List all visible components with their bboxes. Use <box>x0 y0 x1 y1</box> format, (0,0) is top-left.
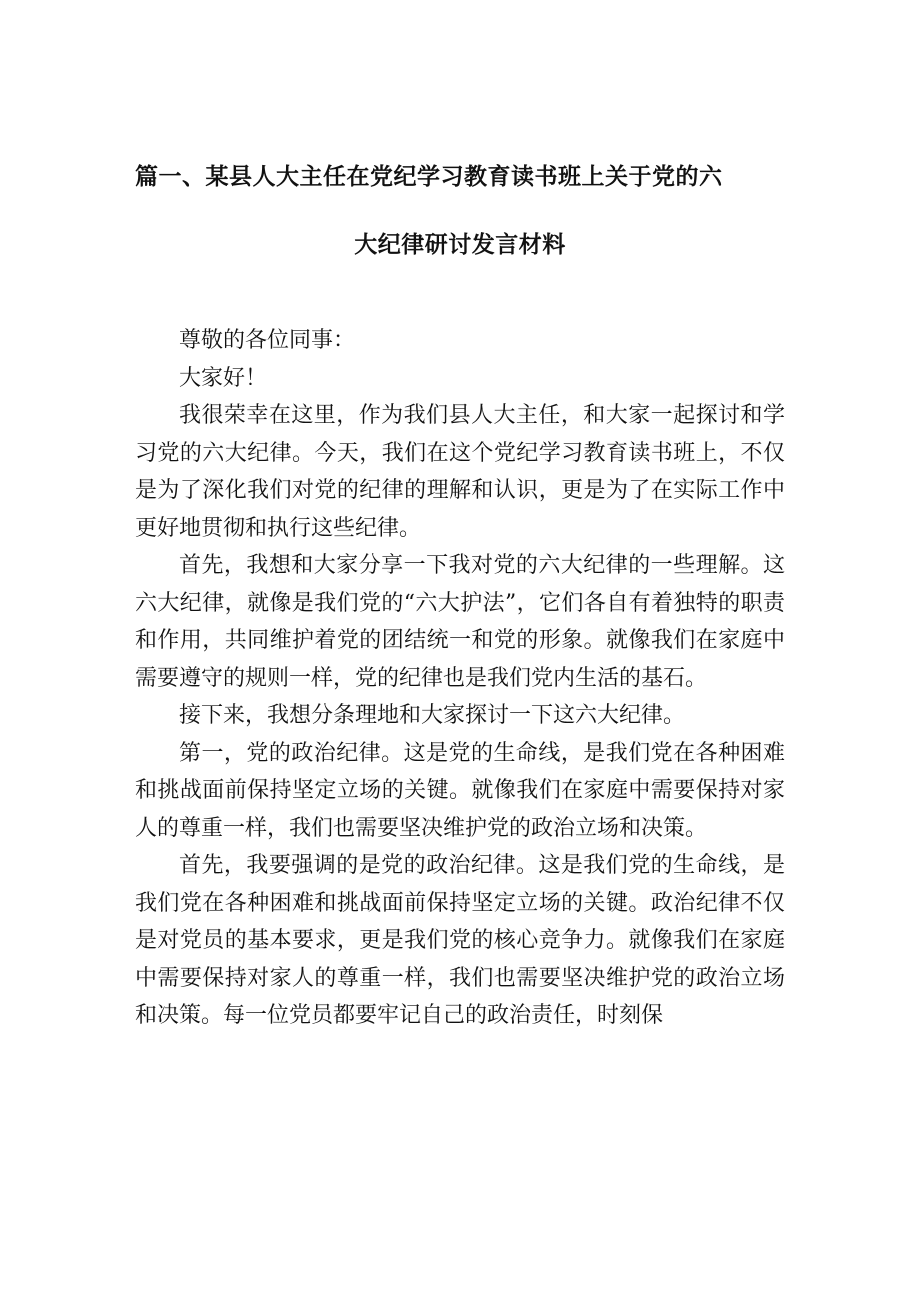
paragraph-understanding: 首先，我想和大家分享一下我对党的六大纪律的一些理解。这六大纪律，就像是我们党的“六大护法”，它们各自有着独特的职责和作用，共同维护着党的团结统一和党的形象。就像我们在家庭中需要遵守的规则一样，党的纪律也是我们党内生活的基石。 <box>135 553 785 691</box>
document-body <box>135 322 785 1035</box>
paragraph-intro: 我很荣幸在这里，作为我们县人大主任，和大家一起探讨和学习党的六大纪律。今天，我们在这个党纪学习教育读书班上，不仅是为了深化我们对党的纪律的理解和认识，更是为了在实际工作中更好地贯彻和执行这些纪律。 <box>135 403 785 541</box>
hello-line: 大家好！ <box>179 365 268 391</box>
document-title-line-2: 大纪律研讨发言材料 <box>354 232 566 258</box>
greeting: 尊敬的各位同事： <box>179 328 356 353</box>
document-title-line-1: 篇一、某县人大主任在党纪学习教育读书班上关于党的六 <box>135 164 723 190</box>
paragraph-transition: 接下来，我想分条理地和大家探讨一下这六大纪律。 <box>179 703 686 728</box>
paragraph-political-emphasis: 首先，我要强调的是党的政治纪律。这是我们党的生命线，是我们党在各种困难和挑战面前保持坚定立场的关键。政治纪律不仅是对党员的基本要求，更是我们党的核心竞争力。就像我们在家庭中需要保持对家人的尊重一样，我们也需要坚决维护党的政治立场和决策。每一位党员都要牢记自己的政治责任，时刻保 <box>135 853 785 1028</box>
paragraph-political-discipline: 第一，党的政治纪律。这是党的生命线，是我们党在各种困难和挑战面前保持坚定立场的关键。就像我们在家庭中需要保持对家人的尊重一样，我们也需要坚决维护党的政治立场和决策。 <box>135 740 785 841</box>
